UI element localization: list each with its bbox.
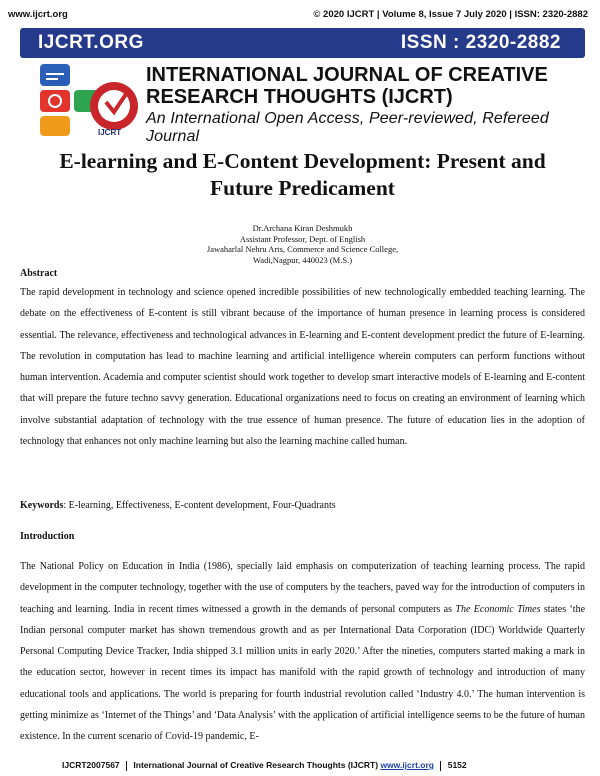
paper-title	[20, 148, 585, 202]
footer-page-number: 5152	[447, 760, 467, 770]
journal-title-line2: RESEARCH THOUGHTS (IJCRT)	[146, 86, 453, 108]
banner-site: IJCRT.ORG	[38, 32, 144, 53]
abstract-text: The rapid development in technology and science opened incredible possibilities of new technologically embedded teaching learning. The debate on the effectiveness of E-content is still vibrant because of the importance of human presence in learning process is considered essential. The relevance, effectiveness and technological advances in E-learning and E-content development predict the future of E-learning. The revolution in computation has lead to machine learning and artificial intelligence wherein computers can perform functions without human intervention. Academia and computer scientist should work together to develop smart interactive models of E-learning and E-content that will prepare the future techno savvy generation. Educational organizations need to focus on creating an environment of learning which involve substantial adaptation of technology with the true essence of human presence. The future of education lies in the adoption of technology that enhances not only machine learning but also the learning machine called human.	[20, 287, 585, 448]
paper-title-line2: Future Predicament	[210, 176, 395, 200]
journal-subtitle: An International Open Access, Peer-reviewed, Refereed Journal	[146, 110, 549, 145]
footer-url-link[interactable]: www.ijcrt.org	[380, 760, 434, 770]
journal-banner	[20, 28, 585, 58]
footer-journal-name: International Journal of Creative Research Thoughts (IJCRT)	[133, 760, 379, 770]
author-name: Dr.Archana Kiran Deshmukh	[252, 223, 353, 233]
abstract-heading: Abstract	[20, 268, 58, 279]
paper-title-line1: E-learning and E-Content Development: Present and	[59, 149, 546, 173]
logo-text: IJCRT	[98, 128, 122, 137]
author-affiliation-3: Wadi,Nagpur, 440023 (M.S.)	[252, 254, 353, 265]
author-affiliation-1: Assistant Professor, Dept. of English	[239, 233, 366, 244]
journal-title	[146, 64, 586, 108]
intro-text-part1: The National Policy on Education in India (1986), specially laid emphasis on computerization of teaching learning process. The rapid development in the computer technology, together with the use of computers by the teachers, paved way for the introduction of computers in teaching and learning. India in recent times witnessed a growth in the demands of personal computers as	[20, 561, 585, 615]
banner-issn: ISSN : 2320-2882	[400, 32, 561, 53]
keywords	[20, 500, 336, 511]
intro-italic-source: The Economic Times	[455, 603, 541, 615]
keywords-text: : E-learning, Effectiveness, E-content development, Four-Quadrants	[63, 500, 336, 511]
header-issue-info: © 2020 IJCRT | Volume 8, Issue 7 July 2020 | ISSN: 2320-2882	[313, 9, 588, 20]
author-affiliation-2: Jawaharlal Nehru Arts, Commerce and Science College,	[206, 244, 399, 254]
journal-logo	[36, 62, 140, 138]
journal-title-line1: INTERNATIONAL JOURNAL OF CREATIVE	[146, 64, 548, 86]
logo-tile-orange	[40, 116, 70, 136]
header-site-link[interactable]: www.ijcrt.org	[8, 9, 68, 20]
page-footer	[62, 760, 582, 771]
page-header	[0, 0, 600, 26]
introduction-text	[20, 556, 585, 748]
intro-text-part2: states ‘the Indian personal computer market has shown tremendous growth and as per International Data Corporation (IDC) Worldwide Quarterly Personal Computing Device Tracker, India shipped 3.1 million units in early 2020.’ After the nineties, computers started making a mark in the education sector, however in recent times its impact has manifold with the rapid growth of technology and introduction of many educational tools and applications. The world is preparing for fourth industrial revolution called ‘Industry 4.0.’ The human intervention is getting minimize as ‘Internet of the Things’ and ‘Data Analysis’ with the application of artificial intelligence seems to be the future of human existence. In the current scenario of Covid-19 pandemic, E-	[20, 603, 586, 743]
footer-paper-id: IJCRT2007567	[62, 760, 120, 770]
introduction-heading: Introduction	[20, 531, 75, 542]
logo-tile-red	[40, 90, 70, 112]
keywords-label: Keywords	[20, 500, 64, 511]
author-block	[20, 223, 585, 265]
